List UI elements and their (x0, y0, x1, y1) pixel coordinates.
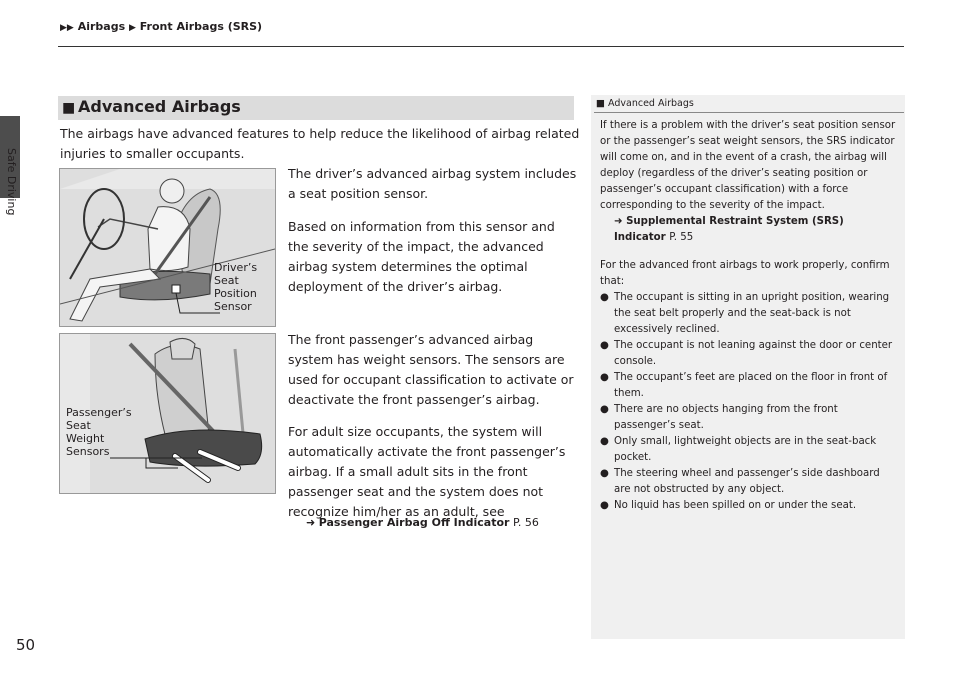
passenger-sensor-label: Passenger’s Seat Weight Sensors (66, 406, 132, 458)
list-item: ● No liquid has been spilled on or under the seat. (600, 498, 898, 514)
xref-title: Passenger Airbag Off Indicator (318, 516, 510, 529)
bullet-icon: ● (600, 340, 609, 351)
list-item: ● Only small, lightweight objects are in the seat-back pocket. (600, 436, 877, 463)
bullet-icon: ● (600, 404, 609, 415)
bullet-icon: ● (600, 468, 609, 479)
breadcrumb (60, 20, 262, 33)
reference-arrow-icon: ➜ (306, 516, 316, 529)
list-item: ● The occupant is not leaning against the door or center console. (600, 340, 893, 367)
triangle-right-icon: ▶▶ (60, 23, 74, 33)
xref-page: P. 56 (512, 516, 539, 529)
driver-deployment-paragraph: Based on information from this sensor and the severity of the impact, the advanced airbag system determines the optimal deployment of the driver’s airbag. (288, 219, 555, 294)
note-heading: ■ Advanced Airbags (596, 98, 694, 109)
square-icon: ■ (62, 100, 76, 116)
page-number: 50 (16, 636, 36, 654)
note-paragraph: For the advanced front airbags to work properly, confirm that: (600, 260, 890, 287)
chapter-label: Safe Driving (5, 148, 18, 216)
bullet-icon: ● (600, 500, 609, 511)
intro-paragraph: The airbags have advanced features to help reduce the likelihood of airbag related injuries to smaller occupants. (60, 126, 580, 161)
breadcrumb-item-front-airbags[interactable]: Front Airbags (SRS) (139, 20, 263, 33)
note-cross-reference[interactable]: ➜ Supplemental Restraint System (SRS) Indicator P. 55 (614, 216, 844, 243)
passenger-system-paragraph: The front passenger’s advanced airbag system has weight sensors. The sensors are used for occupant classification to activate or deactivate the front passenger’s airbag. (288, 332, 574, 407)
note-icon: ■ (596, 98, 605, 109)
note-heading-rule (594, 112, 904, 113)
note-paragraph: If there is a problem with the driver’s seat position sensor or the passenger’s seat weight sensors, the SRS indicator will come on, and in the event of a crash, the airbag will deploy (regardless of the driver’s seating position or passenger’s occupant classification) with a force corresponding to the severity of the impact. (600, 120, 896, 211)
breadcrumb-item-airbags[interactable]: Airbags (77, 20, 126, 33)
driver-sensor-label: Driver’s Seat Position Sensor (214, 261, 258, 313)
section-heading (58, 96, 574, 120)
list-item: ● There are no objects hanging from the front passenger’s seat. (600, 404, 838, 431)
driver-seat-figure (59, 168, 276, 327)
list-item: ● The steering wheel and passenger’s side dashboard are not obstructed by any object. (600, 468, 880, 495)
section-title: Advanced Airbags (78, 97, 241, 116)
header-rule (58, 46, 904, 47)
adult-occupant-paragraph: For adult size occupants, the system will automatically activate the front passenger’s airbag. If a small adult sits in the front passenger seat and the system does not recognize him/her as an adult, see (288, 424, 566, 519)
note-body (600, 118, 898, 514)
bullet-icon: ● (600, 292, 609, 303)
cross-reference-link[interactable] (306, 516, 539, 529)
bullet-icon: ● (600, 372, 609, 383)
passenger-seat-figure (59, 333, 276, 494)
bullet-icon: ● (600, 436, 609, 447)
list-item: ● The occupant is sitting in an upright position, wearing the seat belt properly and the seat-back is not excessively reclined. (600, 292, 890, 335)
list-item: ● The occupant’s feet are placed on the floor in front of them. (600, 372, 888, 399)
triangle-right-icon: ▶ (128, 23, 136, 33)
reference-arrow-icon: ➜ (614, 216, 623, 227)
driver-system-paragraph: The driver’s advanced airbag system includes a seat position sensor. (288, 166, 577, 201)
